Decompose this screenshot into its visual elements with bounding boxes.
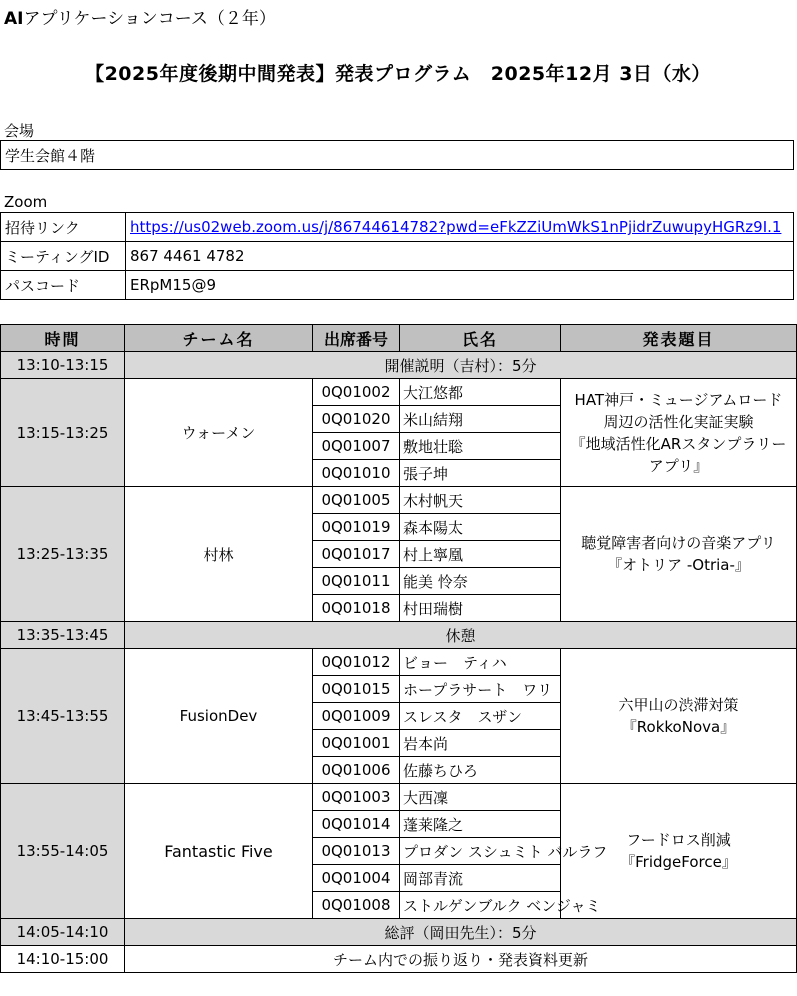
opening-row [1, 352, 797, 379]
break-text: 休憩 [125, 622, 797, 649]
table-row [1, 784, 797, 811]
attendance-number: 0Q01020 [313, 406, 400, 433]
team-time: 13:55-14:05 [1, 784, 125, 919]
attendance-number: 0Q01004 [313, 865, 400, 892]
review-row [1, 919, 797, 946]
table-header-row [1, 325, 797, 352]
member-name: プロダン スシュミト バルラフ [400, 838, 561, 865]
teams-block-1 [1, 379, 797, 622]
zoom-info [0, 212, 794, 300]
topic-title: 六甲山の渋滞対策 [618, 696, 739, 714]
attendance-number: 0Q01012 [313, 649, 400, 676]
col-attendance: 出席番号 [313, 325, 400, 352]
col-name: 氏名 [400, 325, 561, 352]
team-time: 13:15-13:25 [1, 379, 125, 487]
table-row [1, 487, 797, 514]
member-name: 佐藤ちひろ [400, 757, 561, 784]
review-text: 総評（岡田先生）：5分 [125, 919, 797, 946]
team-name: Fantastic Five [125, 784, 313, 919]
attendance-number: 0Q01019 [313, 514, 400, 541]
topic-subtitle: 『FridgeForce』 [620, 853, 737, 871]
venue-label: 会場 [4, 122, 35, 140]
presentation-topic [561, 649, 797, 784]
zoom-label: Zoom [4, 193, 48, 211]
meeting-id-label: ミーティングID [1, 242, 126, 271]
opening-text: 開催説明（吉村）：5分 [125, 352, 797, 379]
member-name: 大西凜 [400, 784, 561, 811]
invite-link[interactable]: https://us02web.zoom.us/j/86744614782?pwd=eFkZZiUmWkS1nPjidrZuwupyHGRz9I.1 [130, 218, 782, 236]
presentation-topic [561, 379, 797, 487]
member-name: ビョー ティハ [400, 649, 561, 676]
topic-title: HAT神戸・ミュージアムロード周辺の活性化実証実験 [574, 390, 783, 431]
table-row [1, 379, 797, 406]
member-name: 敷地壮聡 [400, 433, 561, 460]
presentation-topic [561, 487, 797, 622]
team-time: 13:45-13:55 [1, 649, 125, 784]
attendance-number: 0Q01017 [313, 541, 400, 568]
topic-subtitle: 『オトリア -Otria-』 [607, 556, 750, 574]
member-name: 米山結翔 [400, 406, 561, 433]
attendance-number: 0Q01014 [313, 811, 400, 838]
member-name: 村田瑞樹 [400, 595, 561, 622]
attendance-number: 0Q01007 [313, 433, 400, 460]
attendance-number: 0Q01011 [313, 568, 400, 595]
break-time: 13:35-13:45 [1, 622, 125, 649]
member-name: 村上寧凰 [400, 541, 561, 568]
attendance-number: 0Q01001 [313, 730, 400, 757]
closing-row [1, 946, 797, 973]
review-time: 14:05-14:10 [1, 919, 125, 946]
member-name: 岡部青流 [400, 865, 561, 892]
closing-time: 14:10-15:00 [1, 946, 125, 973]
member-name: ストルゲンブルク ベンジャミ [400, 892, 561, 919]
topic-title: 聴覚障害者向けの音楽アプリ [581, 534, 776, 552]
member-name: ホープラサート ワリ [400, 676, 561, 703]
member-name: 木村帆天 [400, 487, 561, 514]
member-name: 岩本尚 [400, 730, 561, 757]
attendance-number: 0Q01008 [313, 892, 400, 919]
team-name: ウォーメン [125, 379, 313, 487]
member-name: 大江悠都 [400, 379, 561, 406]
attendance-number: 0Q01005 [313, 487, 400, 514]
venue-box [0, 140, 794, 170]
attendance-number: 0Q01002 [313, 379, 400, 406]
course-title: AIアプリケーションコース（２年） [4, 9, 276, 29]
member-name: 蓬莱隆之 [400, 811, 561, 838]
meeting-id-value: 867 4461 4782 [126, 242, 794, 271]
attendance-number: 0Q01013 [313, 838, 400, 865]
page-title: 【2025年度後期中間発表】発表プログラム 2025年12月 3日（水） [85, 63, 711, 85]
table-row [1, 649, 797, 676]
teams-block-2 [1, 649, 797, 919]
member-name: 能美 怜奈 [400, 568, 561, 595]
passcode-label: パスコード [1, 271, 126, 300]
venue-value: 学生会館４階 [1, 141, 794, 170]
attendance-number: 0Q01010 [313, 460, 400, 487]
passcode-value: ERpM15@9 [126, 271, 794, 300]
col-topic: 発表題目 [561, 325, 797, 352]
member-name: 森本陽太 [400, 514, 561, 541]
member-name: スレスタ スザン [400, 703, 561, 730]
team-name: 村林 [125, 487, 313, 622]
member-name: 張子坤 [400, 460, 561, 487]
topic-title: フードロス削減 [626, 831, 731, 849]
invite-link-cell [126, 213, 794, 242]
col-team: チーム名 [125, 325, 313, 352]
closing-text: チーム内での振り返り・発表資料更新 [125, 946, 797, 973]
topic-subtitle: 『地域活性化ARスタンプラリーアプリ』 [570, 434, 787, 475]
topic-subtitle: 『RokkoNova』 [621, 718, 736, 736]
opening-time: 13:10-13:15 [1, 352, 125, 379]
col-time: 時間 [1, 325, 125, 352]
team-time: 13:25-13:35 [1, 487, 125, 622]
invite-link-label: 招待リンク [1, 213, 126, 242]
attendance-number: 0Q01015 [313, 676, 400, 703]
attendance-number: 0Q01006 [313, 757, 400, 784]
attendance-number: 0Q01003 [313, 784, 400, 811]
attendance-number: 0Q01009 [313, 703, 400, 730]
program-table [0, 324, 797, 973]
team-name: FusionDev [125, 649, 313, 784]
attendance-number: 0Q01018 [313, 595, 400, 622]
break-row [1, 622, 797, 649]
